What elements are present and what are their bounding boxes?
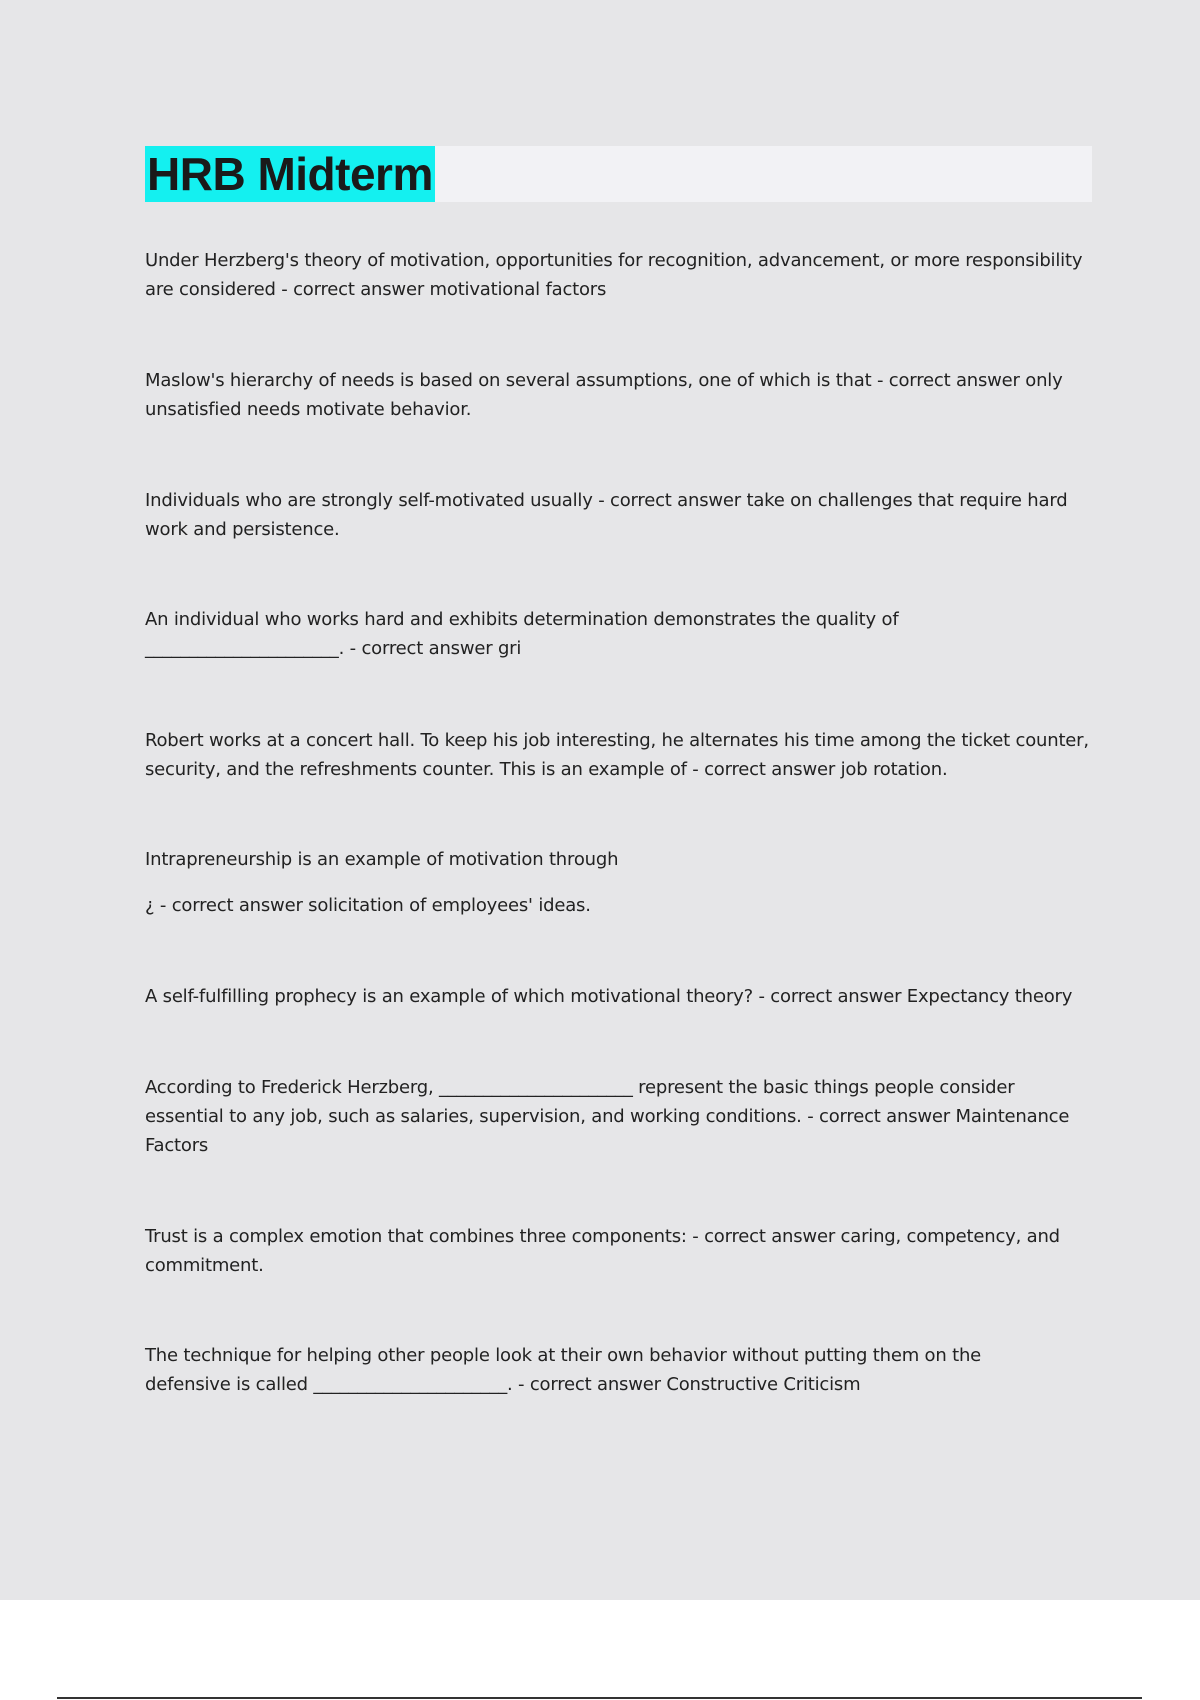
qa-item: Individuals who are strongly self-motivated usually - correct answer take on challenges that require hard work and persistence. <box>145 490 1068 540</box>
qa-item: Under Herzberg's theory of motivation, opportunities for recognition, advancement, or more responsibility are considered - correct answer motivational factors <box>145 250 1083 300</box>
footer-divider <box>57 1697 1142 1699</box>
qa-item: According to Frederick Herzberg, ______________________ represent the basic things people consider essential to any job, such as salaries, supervision, and working conditions. - correct answer Maintenance Factors <box>145 1077 1070 1156</box>
qa-item: An individual who works hard and exhibits determination demonstrates the quality of ______________________. - correct answer gri <box>145 609 899 659</box>
title-bar <box>145 146 1092 202</box>
qa-item: ¿ - correct answer solicitation of employees' ideas. <box>145 895 591 916</box>
qa-item: Trust is a complex emotion that combines three components: - correct answer caring, competency, and commitment. <box>145 1226 1060 1276</box>
qa-item: Intrapreneurship is an example of motivation through <box>145 849 619 870</box>
qa-item: The technique for helping other people look at their own behavior without putting them on the defensive is called ______________________. - correct answer Constructive Criticism <box>145 1345 982 1395</box>
qa-item: A self-fulfilling prophecy is an example of which motivational theory? - correct answer Expectancy theory <box>145 986 1073 1007</box>
qa-item: Maslow's hierarchy of needs is based on several assumptions, one of which is that - correct answer only unsatisfied needs motivate behavior. <box>145 370 1063 420</box>
page-title: HRB Midterm <box>147 148 433 200</box>
qa-item: Robert works at a concert hall. To keep his job interesting, he alternates his time among the ticket counter, security, and the refreshments counter. This is an example of - correct answer job rotation. <box>145 730 1089 780</box>
